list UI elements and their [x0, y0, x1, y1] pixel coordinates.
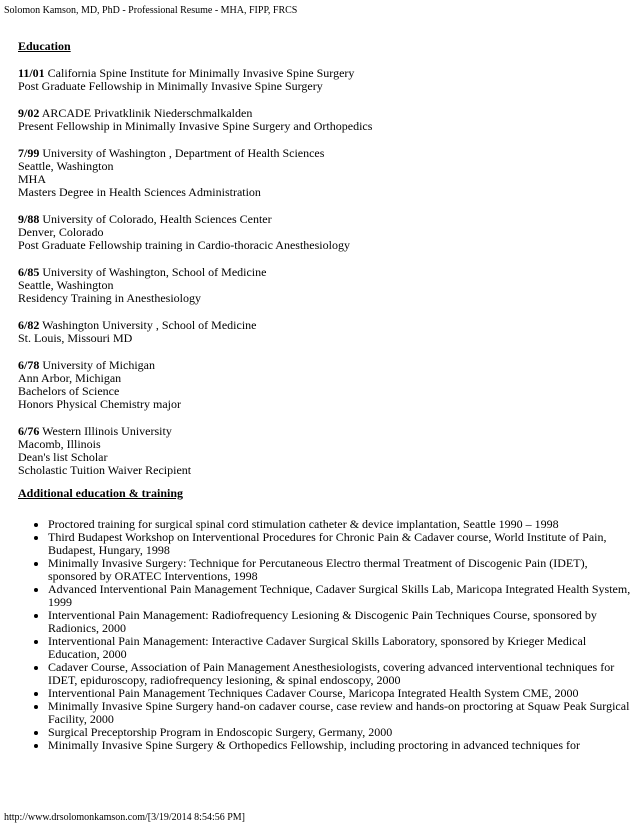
- education-text: MHA: [18, 172, 47, 186]
- education-line: [18, 239, 633, 252]
- education-line: [18, 464, 633, 477]
- education-entry: [18, 213, 633, 252]
- training-item: • Interventional Pain Management Techniques Cadaver Course, Maricopa Integrated Health System CME, 2000: [48, 687, 633, 700]
- training-item: • Interventional Pain Management: Interactive Cadaver Surgical Skills Laboratory, sponsored by Krieger Medical Education, 2000: [48, 635, 633, 661]
- education-entry: [18, 266, 633, 305]
- education-text: California Spine Institute for Minimally Invasive Spine Surgery: [47, 66, 355, 80]
- education-entry: [18, 147, 633, 199]
- education-text: Scholastic Tuition Waiver Recipient: [18, 463, 192, 477]
- education-line: [18, 292, 633, 305]
- education-text: University of Washington, School of Medicine: [42, 265, 267, 279]
- education-text: Post Graduate Fellowship training in Cardio-thoracic Anesthesiology: [18, 238, 350, 252]
- education-text: Macomb, Illinois: [18, 437, 101, 451]
- education-line: [18, 186, 633, 199]
- training-item: • Minimally Invasive Spine Surgery hand-on cadaver course, case review and hands-on proctoring at Squaw Peak Surgical Facility, 2000: [48, 700, 633, 726]
- training-item: • Proctored training for surgical spinal cord stimulation catheter & device implantation, Seattle 1990 – 1998: [48, 518, 633, 531]
- education-text: Western Illinois University: [42, 424, 172, 438]
- education-text: University of Colorado, Health Sciences Center: [42, 212, 272, 226]
- education-text: ARCADE Privatklinik Niederschmalkalden: [41, 106, 253, 120]
- education-text: Honors Physical Chemistry major: [18, 397, 181, 411]
- education-line: [18, 438, 633, 451]
- education-text: Washington University , School of Medicine: [42, 318, 257, 332]
- training-item: • Minimally Invasive Surgery: Technique for Percutaneous Electro thermal Treatment of Discogenic Pain (IDET), sponsored by ORATEC Interventions, 1998: [48, 557, 633, 583]
- education-line: [18, 398, 633, 411]
- education-date: 6/82: [18, 318, 40, 332]
- training-item: • Third Budapest Workshop on Interventional Procedures for Chronic Pain & Cadaver course, World Institute of Pain, Budapest, Hungary, 1998: [48, 531, 633, 557]
- education-line: [18, 332, 633, 345]
- education-text: Denver, Colorado: [18, 225, 104, 239]
- education-heading: Education: [18, 39, 71, 53]
- education-text: Dean's list Scholar: [18, 450, 108, 464]
- education-entry: [18, 425, 633, 477]
- education-text: Residency Training in Anesthesiology: [18, 291, 201, 305]
- training-item: • Cadaver Course, Association of Pain Management Anesthesiologists, covering advanced interventional techniques for IDET, epiduroscopy, radiofrequency lesioning, & spinal endoscopy, 2000: [48, 661, 633, 687]
- education-text: Present Fellowship in Minimally Invasive Spine Surgery and Orthopedics: [18, 119, 373, 133]
- training-item: • Advanced Interventional Pain Management Technique, Cadaver Surgical Skills Lab, Maricopa Integrated Health System, 1999: [48, 583, 633, 609]
- education-line: [18, 120, 633, 133]
- education-text: Seattle, Washington: [18, 278, 114, 292]
- education-text: Ann Arbor, Michigan: [18, 371, 122, 385]
- education-text: Post Graduate Fellowship in Minimally Invasive Spine Surgery: [18, 79, 323, 93]
- education-text: University of Washington , Department of Health Sciences: [42, 146, 325, 160]
- education-date: 6/85: [18, 265, 40, 279]
- training-item: • Interventional Pain Management: Radiofrequency Lesioning & Discogenic Pain Techniques Course, sponsored by Radionics, 2000: [48, 609, 633, 635]
- education-text: University of Michigan: [42, 358, 155, 372]
- education-line: [18, 160, 633, 173]
- education-date: 11/01: [18, 66, 45, 80]
- additional-education-heading: Additional education & training: [18, 486, 184, 500]
- education-text: St. Louis, Missouri MD: [18, 331, 133, 345]
- education-entry: [18, 107, 633, 133]
- education-line: [18, 213, 633, 226]
- education-entry: [18, 359, 633, 411]
- education-line: [18, 425, 633, 438]
- education-entry: [18, 319, 633, 345]
- education-date: 6/76: [18, 424, 40, 438]
- education-date: 9/02: [18, 106, 40, 120]
- page-footer-url: http://www.drsolomonkamson.com/[3/19/2014 8:54:56 PM]: [4, 812, 246, 823]
- education-entry: [18, 67, 633, 93]
- additional-training-list: [18, 518, 633, 752]
- education-text: Bachelors of Science: [18, 384, 120, 398]
- education-date: 6/78: [18, 358, 40, 372]
- training-item: • Minimally Invasive Spine Surgery & Orthopedics Fellowship, including proctoring in advanced techniques for: [48, 739, 633, 752]
- education-date: 9/88: [18, 212, 40, 226]
- education-list: [18, 67, 633, 477]
- resume-content: [18, 40, 633, 752]
- education-date: 7/99: [18, 146, 40, 160]
- education-text: Masters Degree in Health Sciences Administration: [18, 185, 261, 199]
- education-text: Seattle, Washington: [18, 159, 114, 173]
- training-item: • Surgical Preceptorship Program in Endoscopic Surgery, Germany, 2000: [48, 726, 633, 739]
- education-line: [18, 80, 633, 93]
- page-header: Solomon Kamson, MD, PhD - Professional Resume - MHA, FIPP, FRCS: [4, 5, 298, 16]
